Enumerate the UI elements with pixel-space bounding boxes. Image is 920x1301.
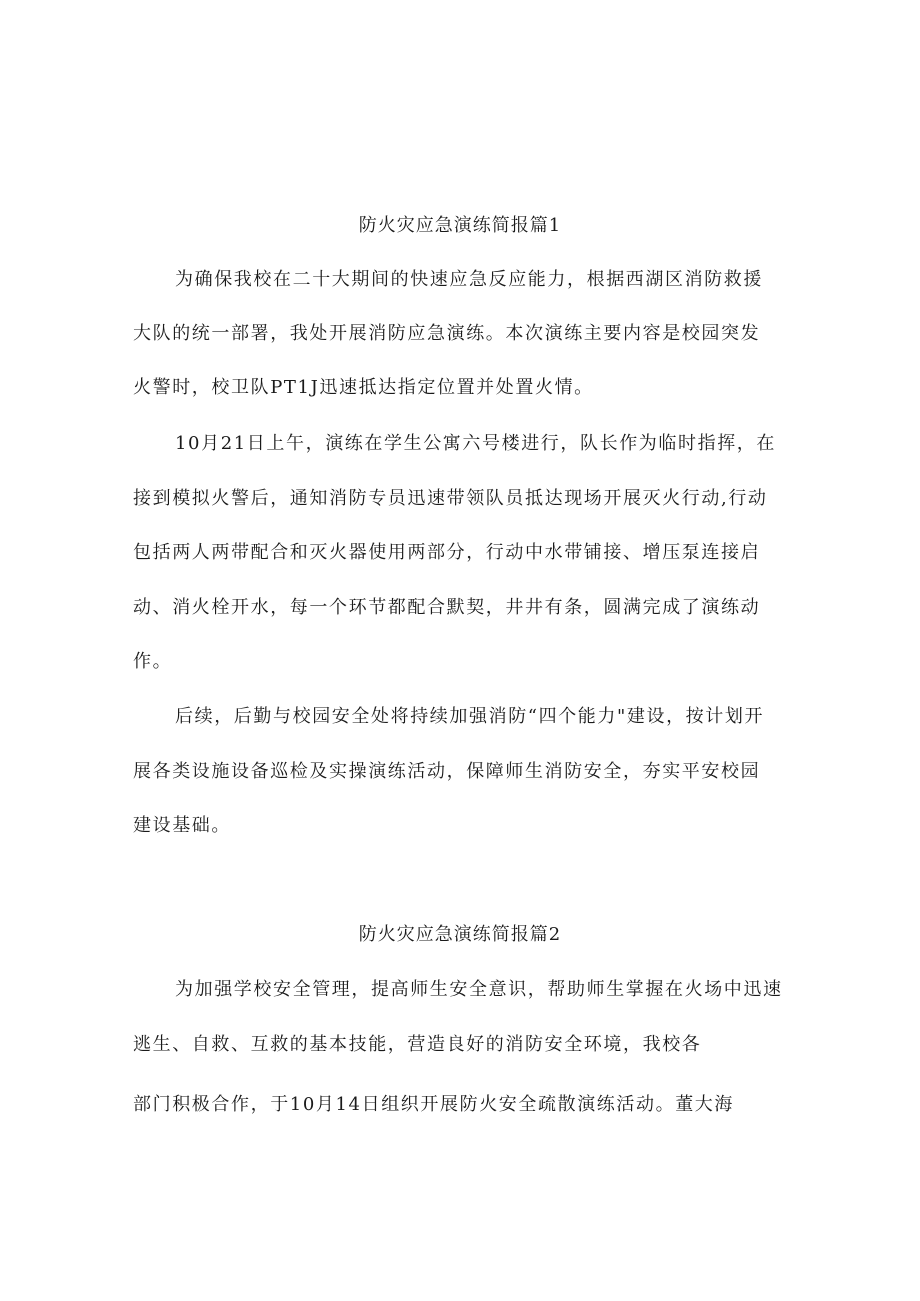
- paragraph-2-line-5: 作。: [133, 651, 173, 672]
- paragraph-3-line-1: 后续，后勤与校园安全处将持续加强消防“四个能力"建设，按计划开: [175, 706, 765, 727]
- paragraph-3-line-3: 建设基础。: [133, 815, 231, 836]
- paragraph-1-line-1: 为确保我校在二十大期间的快速应急反应能力，根据西湖区消防救援: [175, 269, 763, 290]
- paragraph-2-line-4: 动、消火栓开水，每一个环节都配合默契，井井有条，圆满完成了演练动: [133, 597, 761, 618]
- paragraph-4-line-1: 为加强学校安全管理，提高师生安全意识，帮助师生掌握在火场中迅速: [175, 979, 783, 1000]
- paragraph-3-line-2: 展各类设施设备巡检及实操演练活动，保障师生消防安全，夯实平安校园: [133, 761, 761, 782]
- paragraph-4-line-3: 部门积极合作，于10月14日组织开展防火安全疏散演练活动。董大海: [133, 1094, 735, 1115]
- paragraph-4-line-2: 逃生、自救、互救的基本技能，营造良好的消防安全环境，我校各: [133, 1034, 702, 1055]
- section-1-title: 防火灾应急演练简报篇1: [358, 215, 562, 236]
- paragraph-2-line-1: 10月21日上午，演练在学生公寓六号楼进行，队长作为临时指挥，在: [175, 433, 777, 454]
- section-2-title: 防火灾应急演练简报篇2: [358, 924, 562, 945]
- paragraph-1-line-3: 火警时，校卫队PT1J迅速抵达指定位置并处置火情。: [133, 377, 594, 398]
- paragraph-2-line-2: 接到模拟火警后，通知消防专员迅速带领队员抵达现场开展灭火行动,行动: [133, 488, 768, 509]
- paragraph-1-line-2: 大队的统一部署，我处开展消防应急演练。本次演练主要内容是校园突发: [133, 323, 761, 344]
- paragraph-2-line-3: 包括两人两带配合和灭火器使用两部分，行动中水带铺接、增压泵连接启: [133, 542, 761, 563]
